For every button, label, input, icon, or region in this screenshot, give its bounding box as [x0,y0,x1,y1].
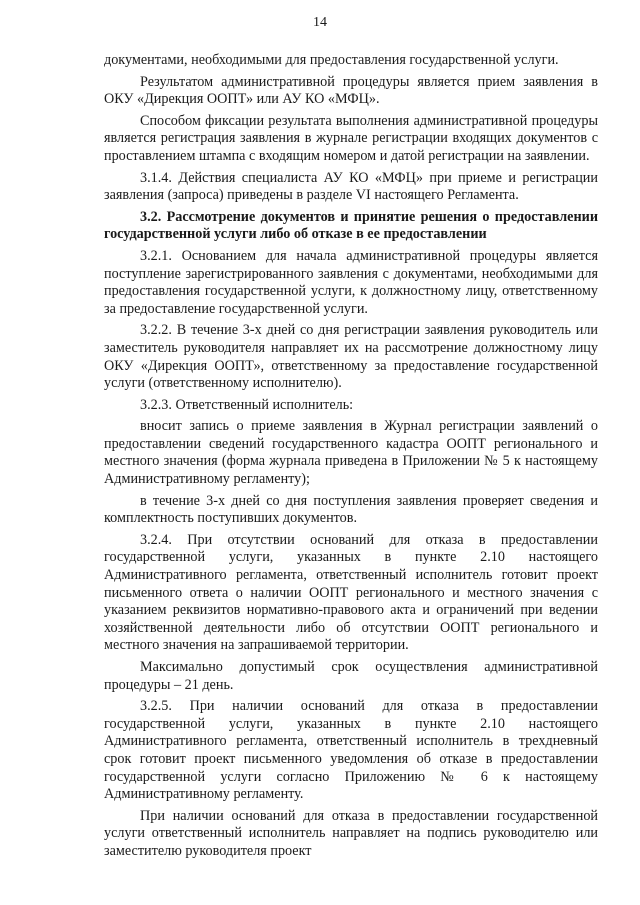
paragraph: Максимально допустимый срок осуществления административной процедуры – 21 день. [104,659,598,693]
paragraph: 3.2.2. В течение 3-х дней со дня регистрации заявления руководитель или заместитель руководителя направляет их на рассмотрение должностному лицу ОКУ «Дирекция ООПТ», ответственному за предоставление государственной услуги (ответственному исполнителю). [104,322,598,392]
paragraph: Способом фиксации результата выполнения административной процедуры является регистрация заявления в журнале регистрации входящих документов с проставлением штампа с входящим номером и датой регистрации на заявлении. [104,112,598,164]
paragraph: При наличии оснований для отказа в предоставлении государственной услуги ответственный исполнитель направляет на подпись руководителю или заместителю руководителя проект [104,807,598,859]
paragraph: Результатом административной процедуры является прием заявления в ОКУ «Дирекция ООПТ» или АУ КО «МФЦ». [104,73,598,108]
paragraph: 3.2.1. Основанием для начала административной процедуры является поступление зарегистрированного заявления с документами, необходимыми для предоставления государственной услуги, к должностному лицу, ответственному за предоставление государственной услуги. [104,247,598,317]
paragraph: документами, необходимыми для предоставления государственной услуги. [104,52,559,68]
paragraph: 3.2.5. При наличии оснований для отказа в предоставлении государственной услуги, указанных в пункте 2.10 настоящего Административного регламента, ответственный исполнитель в трехдневный срок готовит проект письменного уведомления об отказе в предоставлении государственной услуги согласно Приложению № 6 к настоящему Административному регламенту. [104,698,598,803]
paragraph: в течение 3-х дней со дня поступления заявления проверяет сведения и комплектность поступивших документов. [104,492,598,527]
document-body [104,52,598,865]
page-number: 14 [313,15,327,30]
section-heading: 3.2. Рассмотрение документов и принятие решения о предоставлении государственной услуги либо об отказе в ее предоставлении [104,208,598,243]
paragraph: вносит запись о приеме заявления в Журнал регистрации заявлений о предоставлении сведений государственного кадастра ООПТ регионального и местного значения (форма журнала приведена в Приложении № 5 к настоящему Административному регламенту); [104,418,598,488]
paragraph: 3.2.4. При отсутствии оснований для отказа в предоставлении государственной услуги, указанных в пункте 2.10 настоящего Административного регламента, ответственный исполнитель готовит проект письменного ответа о наличии ООПТ регионального и местного значения с указанием реквизитов нормативно-правового акта и ограничений при ведении хозяйственной деятельности либо об отсутствии ООПТ регионального и местного значения на запрашиваемой территории. [104,531,598,654]
paragraph: 3.1.4. Действия специалиста АУ КО «МФЦ» при приеме и регистрации заявления (запроса) приведены в разделе VI настоящего Регламента. [104,169,598,204]
paragraph: 3.2.3. Ответственный исполнитель: [140,396,354,413]
